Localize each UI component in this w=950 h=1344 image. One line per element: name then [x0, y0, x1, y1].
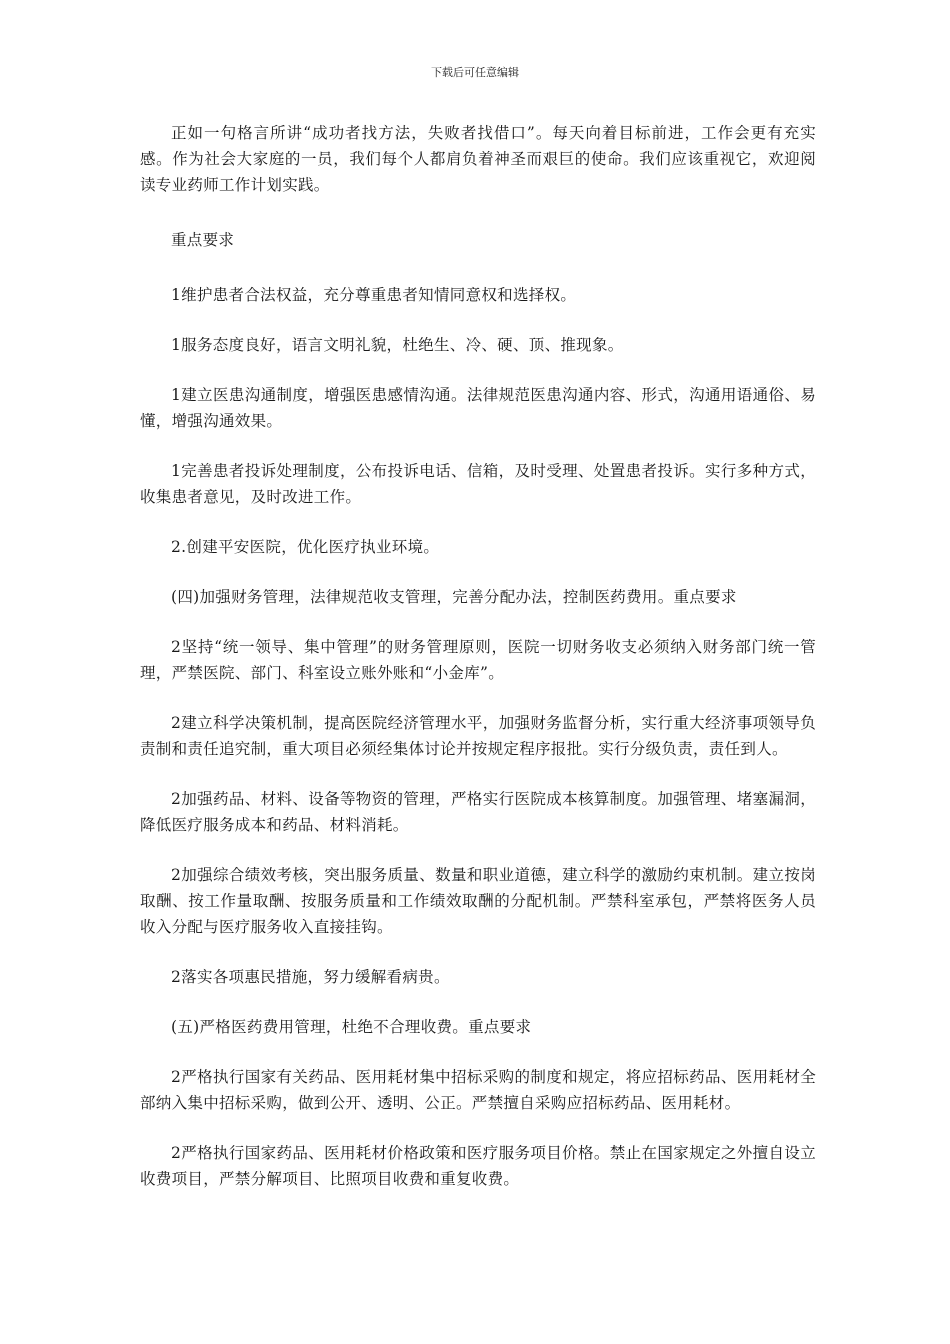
section-heading: (四)加强财务管理，法律规范收支管理，完善分配办法，控制医药费用。重点要求: [171, 588, 737, 606]
intro-paragraph: 正如一句格言所讲“成功者找方法，失败者找借口”。每天向着目标前进，工作会更有充实感。作为社会大家庭的一员，我们每个人都肩负着神圣而艰巨的使命。我们应该重视它，欢迎阅读专业药师工作计划实践。: [140, 124, 816, 194]
section-heading: 重点要求: [171, 231, 235, 249]
body-paragraph: 1完善患者投诉处理制度，公布投诉电话、信箱，及时受理、处置患者投诉。实行多种方式，收集患者意见，及时改进工作。: [140, 462, 816, 506]
body-paragraph: 2加强药品、材料、设备等物资的管理，严格实行医院成本核算制度。加强管理、堵塞漏洞，降低医疗服务成本和药品、材料消耗。: [140, 790, 816, 834]
document-body: [140, 120, 816, 1216]
body-paragraph: 1维护患者合法权益，充分尊重患者知情同意权和选择权。: [171, 286, 577, 304]
body-paragraph: 1建立医患沟通制度，增强医患感情沟通。法律规范医患沟通内容、形式，沟通用语通俗、易懂，增强沟通效果。: [140, 386, 816, 430]
body-paragraph: 2建立科学决策机制，提高医院经济管理水平，加强财务监督分析，实行重大经济事项领导负责制和责任追究制，重大项目必须经集体讨论并按规定程序报批。实行分级负责，责任到人。: [140, 714, 816, 758]
body-paragraph: 2坚持“统一领导、集中管理”的财务管理原则，医院一切财务收支必须纳入财务部门统一管理，严禁医院、部门、科室设立账外账和“小金库”。: [140, 638, 816, 682]
body-paragraph: 2严格执行国家有关药品、医用耗材集中招标采购的制度和规定，将应招标药品、医用耗材全部纳入集中招标采购，做到公开、透明、公正。严禁擅自采购应招标药品、医用耗材。: [140, 1068, 816, 1112]
body-paragraph: 2落实各项惠民措施，努力缓解看病贵。: [171, 968, 450, 986]
body-paragraph: 1服务态度良好，语言文明礼貌，杜绝生、冷、硬、顶、推现象。: [171, 336, 624, 354]
body-paragraph: 2加强综合绩效考核，突出服务质量、数量和职业道德，建立科学的激励约束机制。建立按岗取酬、按工作量取酬、按服务质量和工作绩效取酬的分配机制。严禁科室承包，严禁将医务人员收入分配与医疗服务收入直接挂钩。: [140, 866, 816, 936]
body-paragraph: 2.创建平安医院，优化医疗执业环境。: [171, 538, 440, 556]
section-heading: (五)严格医药费用管理，杜绝不合理收费。重点要求: [171, 1018, 532, 1036]
page-header: 下载后可任意编辑: [431, 66, 519, 79]
body-paragraph: 2严格执行国家药品、医用耗材价格政策和医疗服务项目价格。禁止在国家规定之外擅自设立收费项目，严禁分解项目、比照项目收费和重复收费。: [140, 1144, 816, 1188]
